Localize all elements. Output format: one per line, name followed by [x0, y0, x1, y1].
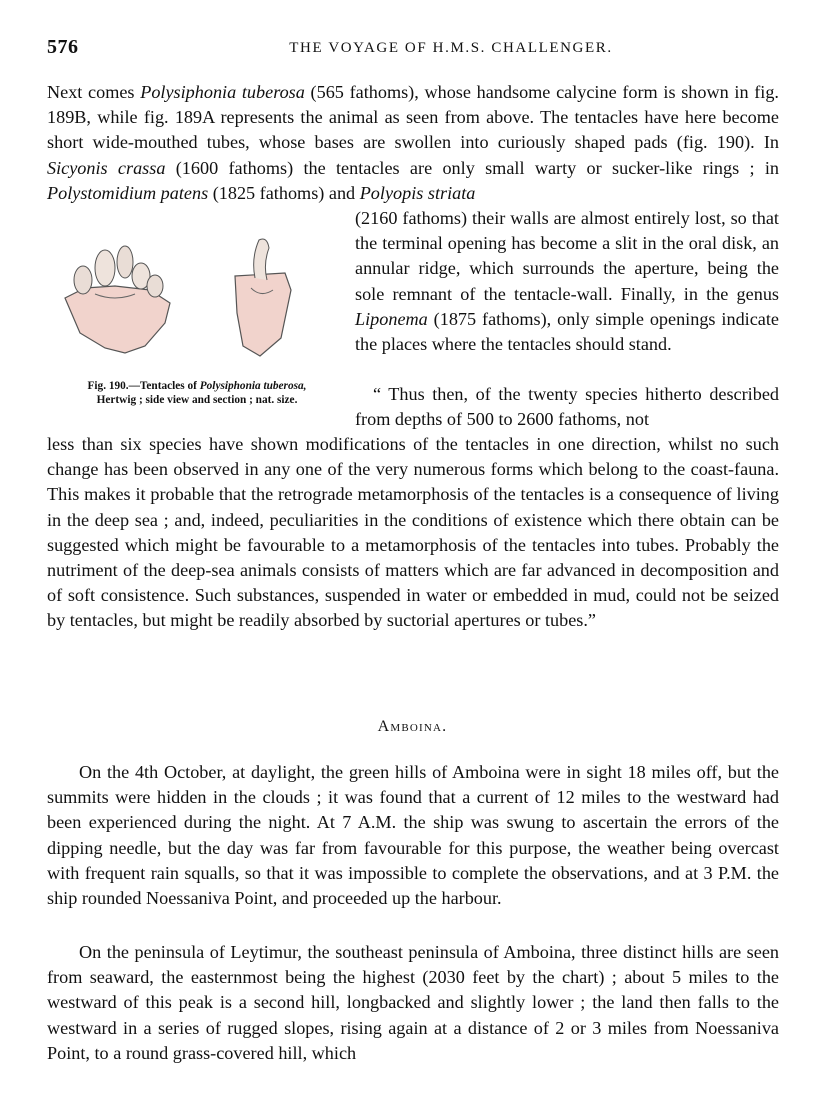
paragraph-1-continued: (2160 fathoms) their walls are almost entirely lost, so that the terminal opening has become a slit in the oral disk, an annular ridge, which surrounds the aperture, being the sole remnant of the tentacle-wall. Finally, in the genus Liponema (1875 fathoms), only simple openings indicate the places where the tentacles should stand. [355, 208, 779, 355]
section-drawing [235, 239, 291, 356]
tentacles-illustration [55, 228, 345, 378]
side-view-drawing [65, 246, 170, 353]
section-heading: Amboina. [377, 718, 448, 735]
paragraph-amboina-2: On the peninsula of Leytimur, the southeast peninsula of Amboina, three distinct hills are seen from seaward, the easternmost being the highest (2030 feet by the chart) ; about 5 miles to the westward of this peak is a second hill, longbacked and slightly lower ; the land then falls to the westward in a series of rugged slopes, rising again at a distance of 2 or 3 miles from Noessaniva Point, to a round grass-covered hill, which [47, 942, 779, 1063]
quote-continued: less than six species have shown modifications of the tentacles in one direction, whilst no such change has been observed in any one of the very numerous forms which belong to the coast-fauna. This makes it probable that the retrograde metamorphosis of the tentacles is a consequence of living in the deep sea ; and, indeed, peculiarities in the conditions of existence which there obtain can be suggested which might be favourable to a metamorphosis of the tentacles into tubes. Probably the nutriment of the deep-sea animals consists of matters which are far advanced in decomposition and of soft consistence. Such substances, suspended in water or embedded in mud, could not be seized by tentacles, but might be readily absorbed by suctorial apertures or tubes.” [47, 434, 779, 631]
paragraph-1: Next comes Polysiphonia tuberosa (565 fathoms), whose handsome calycine form is shown in fig. 189B, while fig. 189A represents the animal as seen from above. The tentacles have here become short wide-mouthed tubes, whose bases are swollen into curiously shaped pads (fig. 190). In Sicyonis crassa (1600 fathoms) the tentacles are only small warty or sucker-like rings ; in Polystomidium patens (1825 fathoms) and Polyopis striata [47, 82, 779, 203]
paragraph-amboina-1: On the 4th October, at daylight, the green hills of Amboina were in sight 18 miles off, but the summits were hidden in the clouds ; it was found that a current of 12 miles to the westward had been experienced during the night. At 7 A.M. the ship was swung to ascertain the errors of the dipping needle, but the day was far from favourable for this purpose, the weather being overcast with frequent rain squalls, so that it was impossible to complete the observations, and at 3 P.M. the ship rounded Noessaniva Point, and proceeded up the harbour. [47, 762, 779, 909]
page-number: 576 [47, 36, 79, 58]
quote-start: “ Thus then, of the twenty species hitherto described from depths of 500 to 2600 fathoms, not [355, 384, 779, 430]
running-header [47, 36, 779, 62]
figure-caption: Fig. 190.—Tentacles of Polysiphonia tuberosa, Hertwig ; side view and section ; nat. size. [87, 380, 307, 406]
figure-190 [47, 228, 347, 418]
running-title: THE VOYAGE OF H.M.S. CHALLENGER. [289, 40, 613, 56]
